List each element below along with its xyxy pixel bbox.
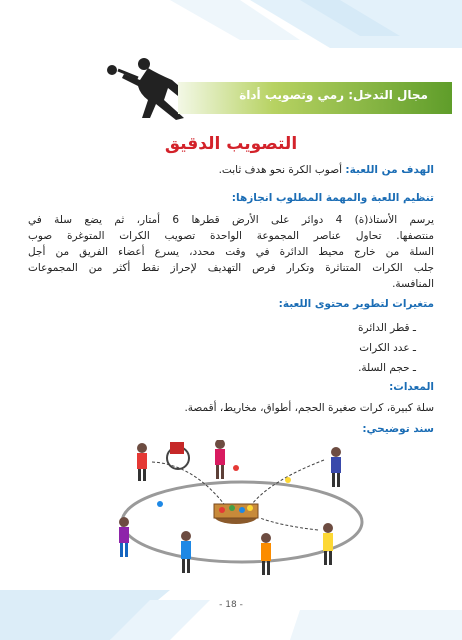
basket-icon: [214, 504, 258, 524]
domain-banner: [178, 82, 452, 114]
illustration-heading: سند توضيحي:: [362, 423, 434, 435]
top-decoration: [0, 0, 462, 60]
variable-item-2: ـ عدد الكرات: [359, 342, 416, 354]
player-figure-7: [323, 523, 333, 565]
player-figure-3: [331, 447, 341, 487]
variable-item-1: ـ قطر الدائرة: [358, 322, 416, 334]
organization-line-2: منتصفها. تحاول عناصر المجموعة الواحدة تصويب الكرات المتوغرة صوب: [28, 230, 434, 242]
goal-text: أصوب الكرة نحو هدف ثابت.: [218, 164, 343, 176]
goal-line: [219, 164, 434, 176]
player-figure-2: [215, 440, 225, 479]
variable-item-3: ـ حجم السلة.: [358, 362, 416, 374]
organization-heading: تنظيم اللعبة والمهمة المطلوب انجازها:: [231, 192, 434, 204]
wheelchair-player-icon: [167, 442, 189, 469]
organization-line-1: يرسم الأستاذ(ة) 4 دوائر على الأرض قطرها 6 أمتار، ثم يضع سلة في: [28, 214, 434, 226]
player-figure-5: [181, 531, 191, 573]
equipment-text: سلة كبيرة، كرات صغيرة الحجم، أطواق، مخاريط، أقمصة.: [184, 402, 434, 414]
game-illustration: [112, 440, 392, 590]
organization-line-5: المنافسة.: [392, 278, 434, 290]
page-title: التصويب الدقيق: [164, 134, 298, 154]
page-number: - 18 -: [219, 600, 243, 610]
organization-line-4: جلب الكرات المتناثرة وتكرار فرص التهديف لإحراز نقط أكثر من المجموعات: [28, 262, 434, 274]
domain-label: مجال التدخل: رمي وتصويب أداة: [239, 88, 428, 102]
organization-line-3: السلة من خارج محيط الدائرة في وقت محدد، يسرع أعضاء الفريق من أجل: [28, 246, 434, 258]
player-figure-6: [261, 533, 271, 575]
goal-label: الهدف من اللعبة:: [345, 164, 434, 176]
player-figure-1: [137, 443, 147, 481]
equipment-heading: المعدات:: [389, 381, 434, 393]
variables-heading: متغيرات لتطوير محتوى اللعبة:: [278, 298, 434, 310]
player-figure-4: [119, 517, 129, 557]
